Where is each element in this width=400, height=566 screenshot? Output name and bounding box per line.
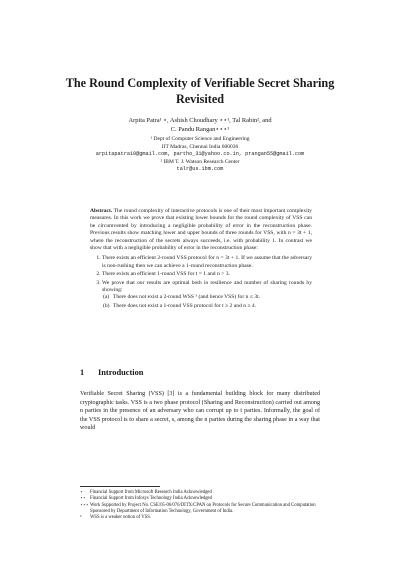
subresult-text: There does not exist a 2-round WSS ³ (and hence VSS) for n ≤ 3t. <box>113 294 260 301</box>
footnote-text: Financial Support from Infosys Technology India Acknowledged <box>90 496 212 502</box>
subresult-label: (a) <box>103 294 110 301</box>
authors-line-1: Arpita Patra¹ ⋆, Ashish Choudhary ⋆⋆¹, Tal Rabin², and <box>128 117 272 124</box>
affiliation-2: ² IBM T. J. Watson Research Center <box>160 158 240 165</box>
footnote-divider <box>80 486 160 487</box>
footnotes <box>80 490 320 521</box>
section-title: Introduction <box>98 368 144 377</box>
abstract <box>90 208 312 311</box>
affiliation-1: ¹ Dept of Computer Science and Engineering <box>150 136 250 142</box>
subresult-item <box>103 302 312 310</box>
author-list <box>60 116 340 134</box>
footnote-mark: ³ <box>80 515 82 521</box>
author-emails: arpitapatra10@gmail.com, partho_31@yahoo.co.in, prangan55@gmail.com <box>95 151 305 158</box>
result-item <box>102 271 312 278</box>
footnote-text: Work Supported by Project No. CSE/05-06/076/DITX/CPAN on Protocols for Secure Communication and Computation Sponsored by Department of Information Technology, Government of India. <box>90 502 316 514</box>
subresult-label: (b) <box>103 302 110 309</box>
affiliation-1-address: IIT Madras, Chennai India 600036 <box>161 143 239 150</box>
paper-title: The Round Complexity of Verifiable Secret Sharing Revisited <box>65 76 335 106</box>
result-text: There exists an efficient 1-round VSS for t = 1 and n > 3. <box>102 271 230 278</box>
authors-line-2: C. Pandu Rangan⋆⋆⋆¹ <box>170 126 230 133</box>
footnote-mark: ⋆ <box>80 490 83 495</box>
footnote-mark: ⋆⋆⋆ <box>80 502 89 508</box>
abstract-text: The round complexity of interactive protocols is one of their most important complexity measures. In this work we prove that existing lower bounds for the round complexity of VSS can be circumvented by introducing a negligible probability of error in the reconstruction phase. Previous results show matching lower and upper bounds of three rounds for VSS, with n = 3t + 1, where the reconstruction of the secrets always succeeds, i.e. with probability 1. In contrast we show that with a negligible probability of error in the reconstruction phase: <box>90 208 312 252</box>
affiliations <box>40 136 360 174</box>
result-item <box>102 255 312 270</box>
result-text: There exists an efficient 2-round VSS protocol for n = 3t + 1. If we assume that the adversary is non-rushing then we can achieve a 1-round reconstruction phase. <box>102 255 312 269</box>
section-heading <box>80 368 143 377</box>
result-item <box>102 280 312 311</box>
subresult-text: There does not exist a 1-round VSS protocol for t ≥ 2 and n ≥ 4. <box>113 302 257 309</box>
footnote <box>80 503 320 516</box>
result-text: We prove that our results are optimal both in resilience and number of sharing rounds by showing: <box>102 279 312 294</box>
section-number: 1 <box>80 368 85 377</box>
results-list <box>90 255 312 310</box>
subresults-list <box>102 294 312 310</box>
subresult-item <box>103 294 312 301</box>
abstract-label: Abstract. <box>90 208 113 214</box>
footnote <box>80 515 320 521</box>
footnote-text: WSS is a weaker notion of VSS. <box>90 515 151 521</box>
footnote-text: Financial Support from Microsoft Research India Acknowledged <box>90 490 212 495</box>
footnote-mark: ⋆⋆ <box>80 496 86 502</box>
affiliation-2-email: talr@us.ibm.com <box>176 166 224 173</box>
intro-paragraph: Verifiable Secret Sharing (VSS) [3] is a fundamental building block for many distributed cryptographic tasks. VSS is a two phase protocol (Sharing and Reconstruction) carried out among n parties in the presence of an adversary who can corrupt up to t parties. Informally, the goal of the VSS protocol is to share a secret, s, among the n parties during the sharing phase in a way that would <box>80 391 320 432</box>
